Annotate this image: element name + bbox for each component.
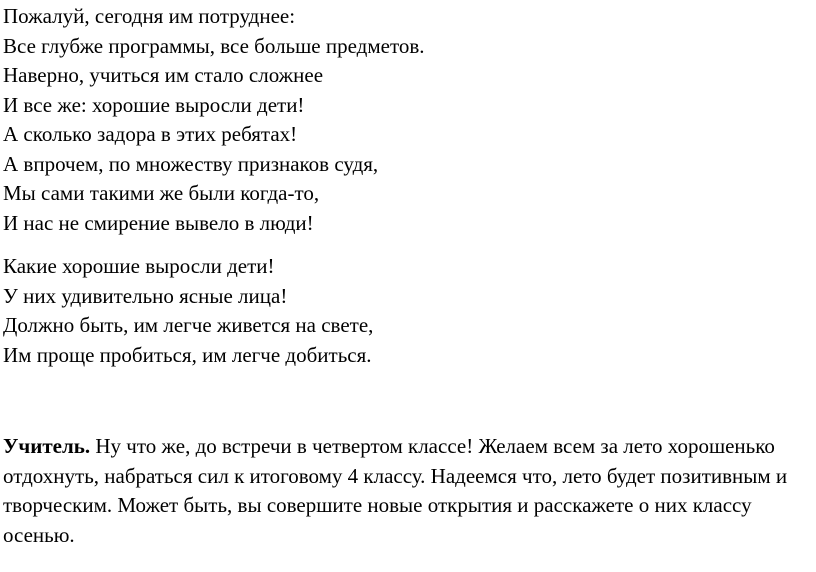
speaker-label: Учитель. bbox=[3, 434, 91, 458]
poem-line: Все глубже программы, все больше предметов. bbox=[3, 33, 425, 58]
poem-line: Должно быть, им легче живется на свете, bbox=[3, 313, 374, 337]
teacher-paragraph bbox=[3, 432, 808, 550]
poem-line: У них удивительно ясные лица! bbox=[3, 283, 288, 308]
poem-stanza-1 bbox=[3, 2, 425, 238]
poem-line: И все же: хорошие выросли дети! bbox=[3, 92, 305, 117]
poem-stanza-2 bbox=[3, 252, 373, 370]
poem-line: И нас не смирение вывело в люди! bbox=[3, 210, 314, 235]
poem-line: А сколько задора в этих ребятах! bbox=[3, 122, 298, 146]
poem-line: Наверно, учиться им стало сложнее bbox=[3, 63, 324, 87]
poem-line: Какие хорошие выросли дети! bbox=[3, 254, 275, 278]
poem-line: Пожалуй, сегодня им потруднее: bbox=[3, 4, 296, 28]
poem-line: Им проще пробиться, им легче добиться. bbox=[3, 342, 372, 367]
poem-line: Мы сами такими же были когда-то, bbox=[3, 181, 320, 205]
teacher-speech: Ну что же, до встречи в четвертом классе! Желаем всем за лето хорошенько отдохнуть, набраться сил к итоговому 4 классу. Надеемся что, лето будет позитивным и творческим. Может быть, вы совершите новые открытия и расскажете о них классу осенью. bbox=[3, 434, 788, 547]
poem-line: А впрочем, по множеству признаков судя, bbox=[3, 151, 379, 176]
